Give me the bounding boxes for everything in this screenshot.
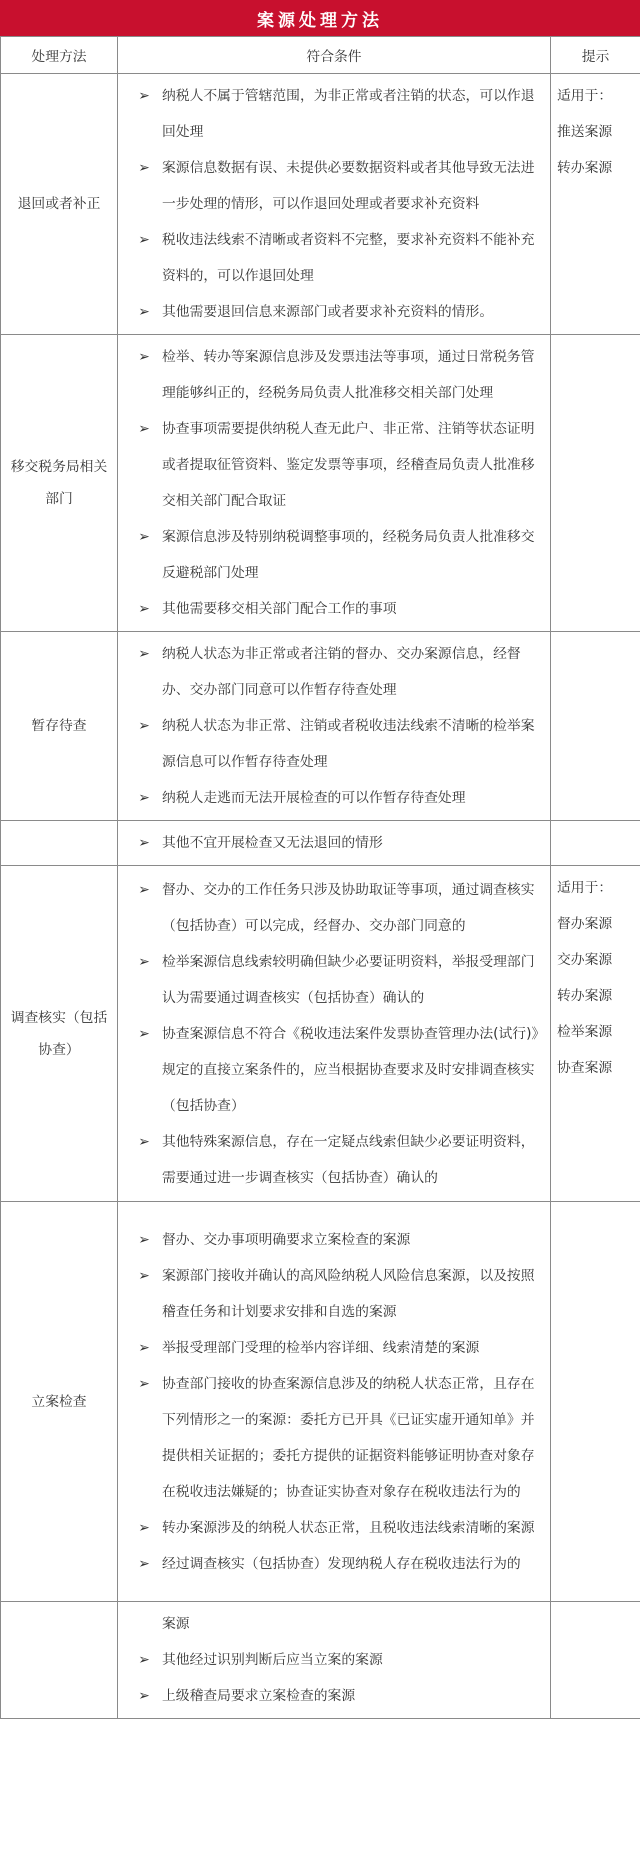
table-row	[1, 1602, 640, 1719]
condition-item	[126, 1642, 544, 1678]
arrow-bullet-icon: ➢	[138, 304, 150, 320]
condition-item	[126, 1258, 544, 1330]
condition-item	[126, 1222, 544, 1258]
arrow-bullet-icon: ➢	[138, 232, 150, 248]
condition-text: 案源信息数据有误、未提供必要数据资料或者其他导致无法进一步处理的情形，可以作退回处理或者要求补充资料	[162, 160, 535, 212]
conditions-cell	[118, 632, 551, 821]
condition-item	[126, 1546, 544, 1582]
condition-item	[126, 944, 544, 1016]
condition-item	[126, 222, 544, 294]
tip-line: 转办案源	[557, 988, 613, 1004]
arrow-bullet-icon: ➢	[138, 1133, 150, 1150]
condition-text: 案源部门接收并确认的高风险纳税人风险信息案源，以及按照稽查任务和计划要求安排和自选的案源	[162, 1267, 535, 1320]
arrow-bullet-icon: ➢	[138, 718, 150, 734]
table-body	[1, 74, 640, 1719]
condition-item	[126, 1330, 544, 1366]
condition-item	[126, 339, 544, 411]
arrow-bullet-icon: ➢	[138, 1339, 150, 1356]
arrow-bullet-icon: ➢	[138, 953, 150, 970]
condition-text: 案源信息涉及特别纳税调整事项的，经税务局负责人批准移交反避税部门处理	[162, 529, 535, 581]
arrow-bullet-icon: ➢	[138, 1652, 150, 1668]
condition-text: 督办、交办事项明确要求立案检查的案源	[162, 1231, 411, 1248]
condition-text: 协查事项需要提供纳税人查无此户、非正常、注销等状态证明或者提取征管资料、鉴定发票等事项，经稽查局负责人批准移交相关部门配合取证	[162, 421, 535, 509]
condition-item	[126, 294, 544, 330]
method-cell: 调查核实（包括协查）	[1, 866, 118, 1202]
table-row	[1, 632, 640, 821]
arrow-bullet-icon: ➢	[138, 88, 150, 104]
arrow-bullet-icon: ➢	[138, 601, 150, 617]
tip-cell	[551, 74, 640, 335]
condition-text: 其他特殊案源信息，存在一定疑点线索但缺少必要证明资料，需要通过进一步调查核实（包括协查）确认的	[162, 1133, 535, 1186]
arrow-bullet-icon: ➢	[138, 1555, 150, 1572]
conditions-cell	[118, 866, 551, 1202]
arrow-bullet-icon: ➢	[138, 421, 150, 437]
condition-text: 纳税人状态为非正常、注销或者税收违法线索不清晰的检举案源信息可以作暂存待查处理	[162, 718, 535, 770]
condition-item	[126, 708, 544, 780]
header-tip: 提示	[551, 37, 640, 74]
header-conditions: 符合条件	[118, 37, 551, 74]
arrow-bullet-icon: ➢	[138, 1519, 150, 1536]
arrow-bullet-icon: ➢	[138, 529, 150, 545]
arrow-bullet-icon: ➢	[138, 160, 150, 176]
condition-text: 转办案源涉及的纳税人状态正常，且税收违法线索清晰的案源	[162, 1519, 535, 1536]
arrow-bullet-icon: ➢	[138, 835, 150, 851]
arrow-bullet-icon: ➢	[138, 349, 150, 365]
table-row	[1, 821, 640, 866]
method-cell	[1, 1602, 118, 1719]
condition-text: 其他经过识别判断后应当立案的案源	[162, 1652, 383, 1668]
arrow-bullet-icon: ➢	[138, 1025, 150, 1042]
arrow-bullet-icon: ➢	[138, 881, 150, 898]
tip-line: 推送案源	[557, 124, 613, 140]
condition-text: 其他不宜开展检查又无法退回的情形	[162, 835, 383, 851]
condition-item	[126, 1366, 544, 1510]
condition-item	[126, 1124, 544, 1196]
condition-item	[126, 150, 544, 222]
condition-item	[126, 519, 544, 591]
condition-item	[126, 780, 544, 816]
condition-text: 检举案源信息线索较明确但缺少必要证明资料，举报受理部门认为需要通过调查核实（包括协查）确认的	[162, 953, 535, 1006]
conditions-cell	[118, 821, 551, 866]
conditions-cell	[118, 1602, 551, 1719]
condition-item	[126, 1678, 544, 1714]
table-title: 案源处理方法	[0, 0, 640, 36]
table-row	[1, 335, 640, 632]
condition-text: 纳税人不属于管辖范围，为非正常或者注销的状态，可以作退回处理	[162, 88, 535, 140]
condition-item	[126, 591, 544, 627]
header-method: 处理方法	[1, 37, 118, 74]
conditions-cell	[118, 335, 551, 632]
arrow-bullet-icon: ➢	[138, 1231, 150, 1248]
method-cell: 移交税务局相关部门	[1, 335, 118, 632]
condition-item	[126, 1510, 544, 1546]
condition-item	[126, 872, 544, 944]
method-cell: 暂存待查	[1, 632, 118, 821]
table-row	[1, 866, 640, 1202]
condition-text: 纳税人走逃而无法开展检查的可以作暂存待查处理	[162, 790, 466, 806]
tip-line: 督办案源	[557, 916, 613, 932]
condition-continuation: 案源	[162, 1616, 190, 1632]
condition-text: 其他需要移交相关部门配合工作的事项	[162, 601, 397, 617]
tip-line: 检举案源	[557, 1024, 613, 1040]
arrow-bullet-icon: ➢	[138, 1267, 150, 1284]
tip-cell	[551, 866, 640, 1202]
arrow-bullet-icon: ➢	[138, 646, 150, 662]
tip-line: 适用于：	[557, 88, 613, 104]
method-cell: 退回或者补正	[1, 74, 118, 335]
condition-item	[126, 825, 544, 861]
condition-text: 其他需要退回信息来源部门或者要求补充资料的情形。	[162, 304, 494, 320]
condition-item	[126, 636, 544, 708]
header-row	[1, 37, 640, 74]
condition-text: 经过调查核实（包括协查）发现纳税人存在税收违法行为的	[162, 1555, 521, 1572]
tip-cell	[551, 632, 640, 821]
case-handling-table	[0, 36, 640, 1719]
conditions-cell	[118, 1202, 551, 1602]
condition-text: 纳税人状态为非正常或者注销的督办、交办案源信息，经督办、交办部门同意可以作暂存待查处理	[162, 646, 521, 698]
condition-item	[126, 78, 544, 150]
condition-item	[126, 1016, 544, 1124]
condition-text: 检举、转办等案源信息涉及发票违法等事项，通过日常税务管理能够纠正的，经税务局负责人批准移交相关部门处理	[162, 349, 535, 401]
tip-cell	[551, 1602, 640, 1719]
condition-text: 督办、交办的工作任务只涉及协助取证等事项，通过调查核实（包括协查）可以完成，经督办、交办部门同意的	[162, 881, 535, 934]
condition-text: 上级稽查局要求立案检查的案源	[162, 1688, 356, 1704]
arrow-bullet-icon: ➢	[138, 1375, 150, 1392]
condition-text: 税收违法线索不清晰或者资料不完整，要求补充资料不能补充资料的，可以作退回处理	[162, 232, 535, 284]
table-row	[1, 1202, 640, 1602]
tip-line: 交办案源	[557, 952, 613, 968]
tip-line: 协查案源	[557, 1060, 613, 1076]
arrow-bullet-icon: ➢	[138, 1688, 150, 1704]
tip-cell	[551, 335, 640, 632]
condition-text: 举报受理部门受理的检举内容详细、线索清楚的案源	[162, 1339, 480, 1356]
condition-text: 协查部门接收的协查案源信息涉及的纳税人状态正常，且存在下列情形之一的案源：委托方已开具《已证实虚开通知单》并提供相关证据的；委托方提供的证据资料能够证明协查对象存在税收违法嫌疑的；协查证实协查对象存在税收违法行为的	[162, 1375, 535, 1500]
arrow-bullet-icon: ➢	[138, 790, 150, 806]
conditions-cell	[118, 74, 551, 335]
method-cell: 立案检查	[1, 1202, 118, 1602]
condition-item	[126, 411, 544, 519]
tip-line: 适用于：	[557, 880, 613, 896]
method-cell	[1, 821, 118, 866]
tip-cell	[551, 1202, 640, 1602]
table-row	[1, 74, 640, 335]
condition-text: 协查案源信息不符合《税收违法案件发票协查管理办法(试行)》规定的直接立案条件的，应当根据协查要求及时安排调查核实（包括协查）	[162, 1025, 539, 1114]
tip-cell	[551, 821, 640, 866]
tip-line: 转办案源	[557, 160, 613, 176]
